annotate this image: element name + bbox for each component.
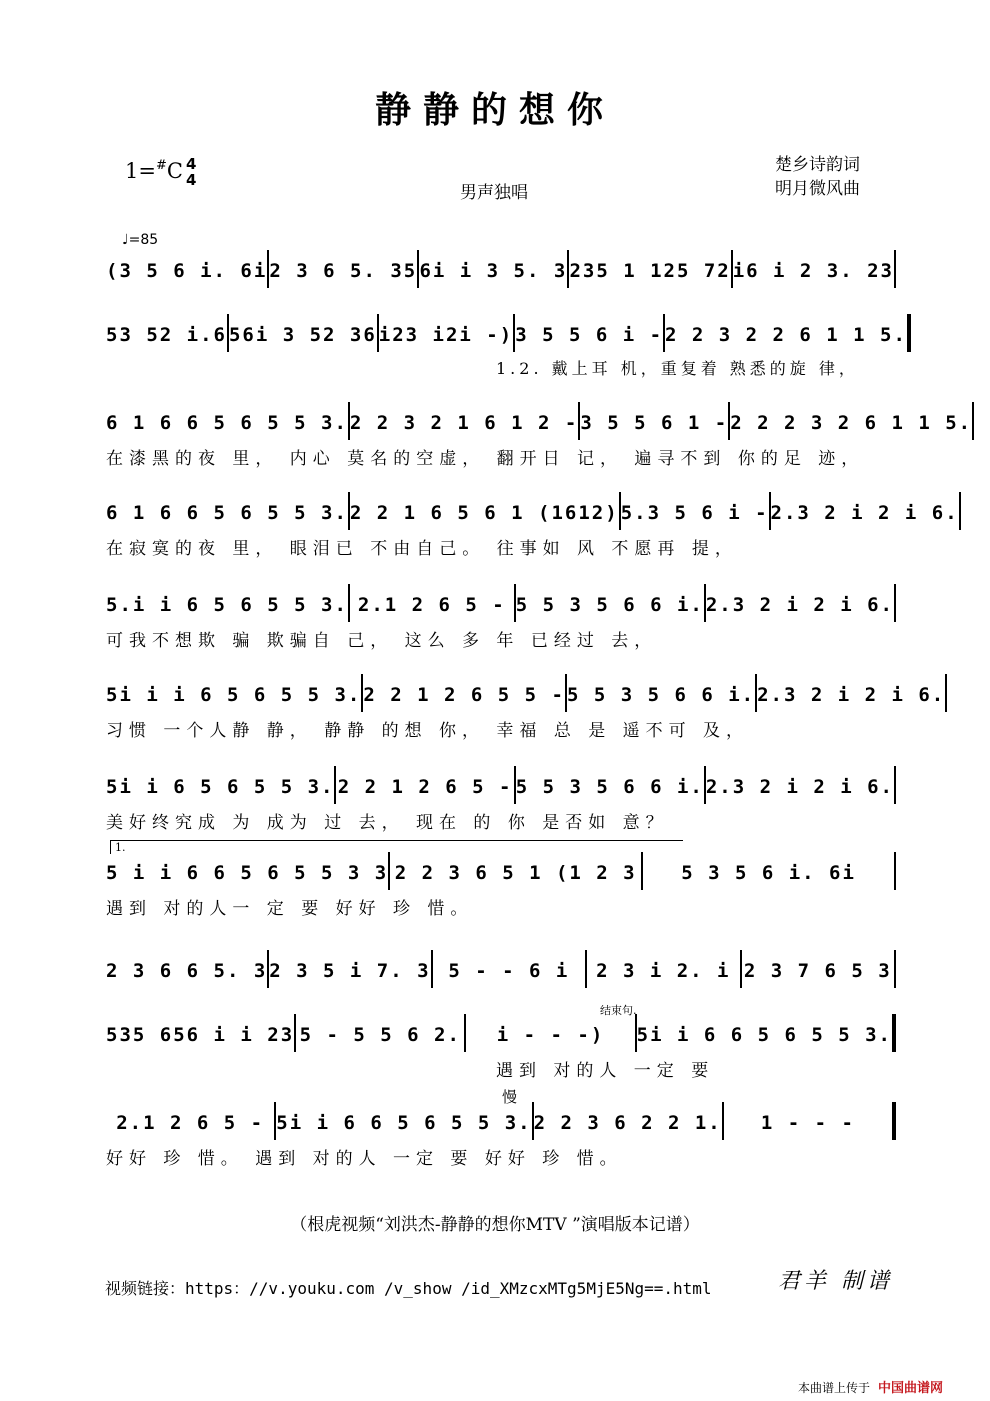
barline [907, 314, 911, 352]
barline [972, 402, 974, 440]
barline [894, 852, 896, 890]
lyric-line: 遇到 对的人一 定 要 好好 珍 惜。 [106, 899, 474, 919]
measure: 2 2 3 6 5 1 (1 2 3 [394, 862, 637, 884]
barline [894, 950, 896, 988]
barline [892, 1102, 896, 1140]
lyric-line: 习惯 一个人静 静， 静静 的想 你， 幸福 总 是 遥不可 及， [106, 721, 750, 741]
time-signature [186, 156, 196, 188]
measure: 2 3 i 2. i [596, 960, 731, 982]
measure: 2 3 6 6 5. 3 [106, 960, 268, 982]
tempo-marking: ♩=85 [122, 232, 159, 248]
measure: 2.3 2 i 2 i 6. [705, 776, 894, 798]
measure: 5.i i 6 5 6 5 5 3. [106, 594, 348, 616]
measure: i - - -) [496, 1024, 605, 1046]
measure: 5.3 5 6 i - [620, 502, 769, 524]
measure: 2 2 1 6 5 6 1 (1612) [349, 502, 619, 524]
measure: 56i 3 52 36 [228, 324, 377, 346]
measure: 5i i i 6 5 6 5 5 3. [106, 684, 362, 706]
note-line [106, 672, 946, 712]
barline [894, 250, 896, 288]
note-line [106, 850, 896, 890]
measure: 235 1 125 72 [569, 260, 731, 282]
note-line [106, 1100, 896, 1140]
measure: 3 5 5 6 1 - [580, 412, 729, 434]
meter-bottom: 4 [186, 171, 197, 189]
measure: 2 3 7 6 5 3 [743, 960, 892, 982]
note-line [106, 490, 959, 530]
performance-type: 男声独唱 [460, 183, 528, 203]
note-line [106, 400, 973, 440]
measure: 2 2 3 6 2 2 1. [533, 1112, 722, 1134]
measure: 5 5 3 5 6 6 i. [566, 684, 756, 706]
measure: 2 2 3 2 2 6 1 1 5. [665, 324, 907, 346]
measure: 2 2 2 3 2 6 1 1 5. [730, 412, 973, 434]
video-link[interactable]: 视频链接：https：//v.youku.com /v_show /id_XMzcxMTg5MjE5Ng==.html [105, 1279, 712, 1298]
site-logo[interactable]: 中国曲谱网 [878, 1381, 944, 1396]
key-note: C [166, 159, 183, 183]
measure: 6 1 6 6 5 6 5 5 3. [106, 502, 348, 524]
measure: 2 2 1 2 6 5 - [337, 776, 513, 798]
measure: 3 5 5 6 i - [515, 324, 664, 346]
measure: 5 - 5 5 6 2. [299, 1024, 461, 1046]
volta-bracket: 1. [110, 840, 683, 854]
barline [894, 766, 896, 804]
lyric-line: 在寂寞的夜 里， 眼泪已 不由自己。 往事如 风 不愿再 提， [106, 539, 738, 559]
lyric-line: 可我不想欺 骗 欺骗自 己， 这么 多 年 已经过 去， [106, 631, 658, 651]
measure: i23 i2i -) [378, 324, 514, 346]
note-line [106, 764, 896, 804]
measure: 5 5 3 5 6 6 i. [515, 776, 704, 798]
lyric-line: 在漆黑的夜 里， 内心 莫名的空虚， 翻开日 记， 遍寻不到 你的足 迹， [106, 449, 865, 469]
measure: 5i i 6 5 6 5 5 3. [106, 776, 335, 798]
barline [892, 1014, 896, 1052]
measure: 5 - - 6 i [448, 960, 570, 982]
measure: 5i i 6 6 5 6 5 5 3. [636, 1024, 892, 1046]
measure: 2.1 2 6 5 - [357, 594, 506, 616]
barline [945, 674, 947, 712]
song-title: 静静的想你 [374, 89, 615, 131]
transcriber-seal: 君羊 制谱 [778, 1269, 893, 1294]
lyric-line: 1.2. 戴上耳 机，重复着 熟悉的旋 律， [496, 359, 859, 378]
meter-top: 4 [186, 155, 197, 173]
composer-credit: 明月微风曲 [775, 179, 860, 199]
measure: 2 2 1 2 6 5 5 - [363, 684, 565, 706]
note-line [106, 312, 907, 352]
lyric-line: 好好 珍 惜。 遇到 对的人 一定 要 好好 珍 惜。 [106, 1149, 623, 1169]
source-footnote: （根虎视频“刘洪杰-静静的想你MTV ”演唱版本记谱） [290, 1215, 700, 1235]
measure: 5 i i 6 6 5 6 5 5 3 3 [106, 862, 389, 884]
measure: 53 52 i.6 [106, 324, 227, 346]
barline [894, 584, 896, 622]
lyric-line: 美好终究成 为 成为 过 去， 现在 的 你 是否如 意？ [106, 813, 669, 833]
upload-note: 本曲谱上传于 [798, 1381, 871, 1395]
lyricist-credit: 楚乡诗韵词 [775, 155, 860, 175]
note-line [106, 948, 896, 988]
measure: i6 i 2 3. 23 [732, 260, 894, 282]
measure: 2 3 6 5. 35 [269, 260, 418, 282]
key-prefix: 1= [125, 159, 156, 183]
measure: 2 3 5 i 7. 3 [269, 960, 431, 982]
key-signature [125, 158, 183, 183]
measure: 2.1 2 6 5 - [116, 1112, 265, 1134]
note-line [106, 248, 896, 288]
tempo-change-mark: 慢 [502, 1088, 518, 1106]
measure: 2.3 2 i 2 i 6. [757, 684, 946, 706]
measure: (3 5 6 i. 6i [106, 260, 268, 282]
sharp-sign: # [155, 158, 167, 173]
measure: 5i i 6 6 5 6 5 5 3. [276, 1112, 532, 1134]
measure: 535 656 i i 23 [106, 1024, 295, 1046]
measure: 2 2 3 2 1 6 1 2 - [349, 412, 579, 434]
lyric-line: 遇到 对的人 一定 要 [496, 1061, 715, 1081]
measure: 5 5 3 5 6 6 i. [515, 594, 704, 616]
measure: 2.3 2 i 2 i 6. [770, 502, 959, 524]
note-line [106, 582, 896, 622]
note-line [106, 1012, 896, 1052]
measure: 6i i 3 5. 3 [419, 260, 568, 282]
measure: 6 1 6 6 5 6 5 5 3. [106, 412, 348, 434]
barline [959, 492, 961, 530]
measure: 2.3 2 i 2 i 6. [705, 594, 894, 616]
measure: 1 - - - [760, 1112, 855, 1134]
ending-mark: 结束句. [600, 1004, 637, 1017]
measure: 5 3 5 6 i. 6i [681, 862, 856, 884]
